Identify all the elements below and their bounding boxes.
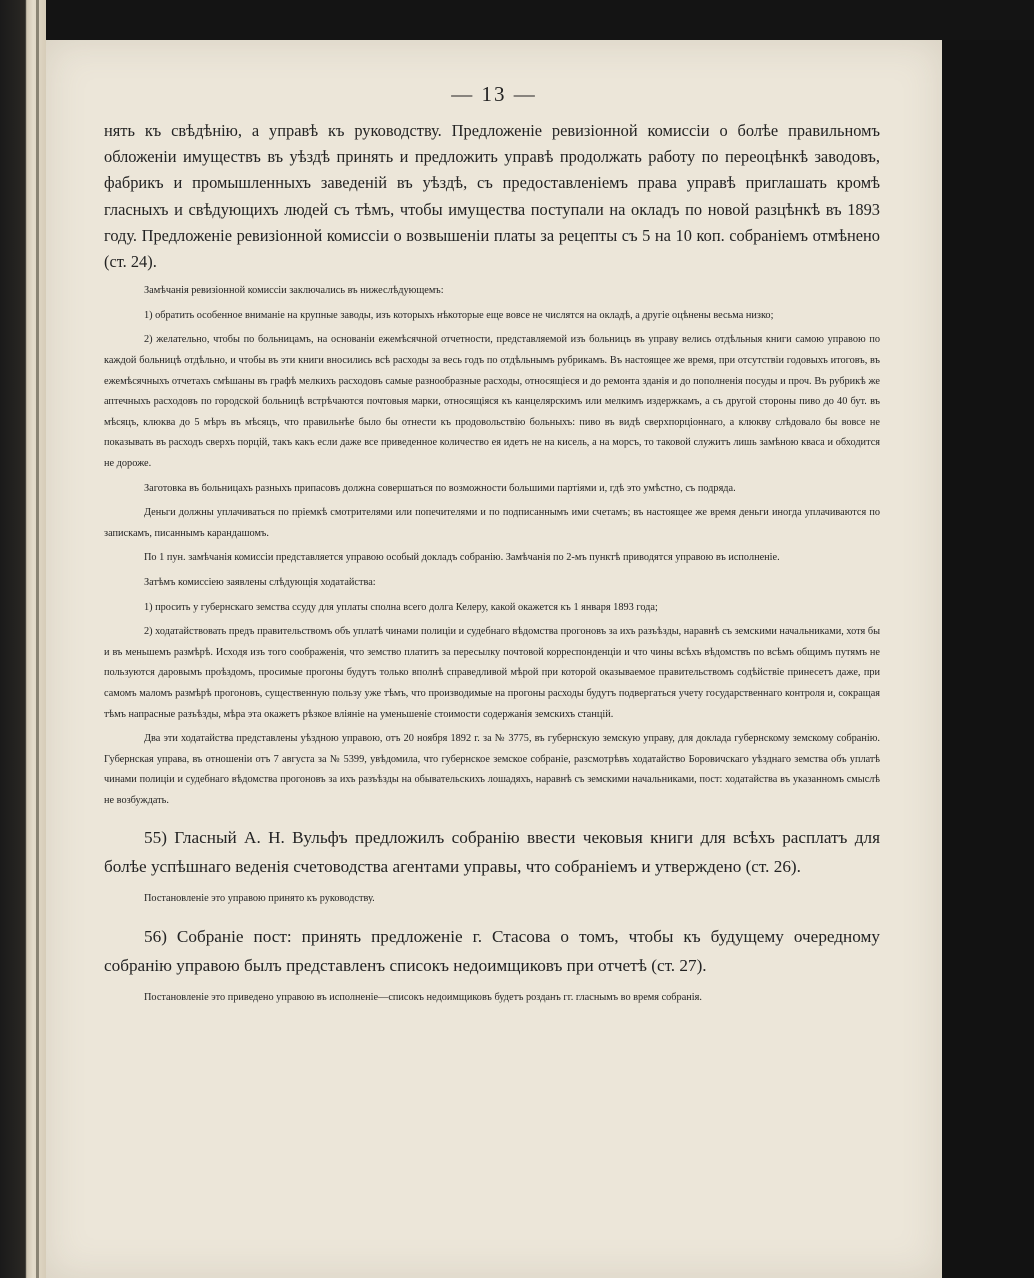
petitions-heading: Затѣмъ комиссіею заявлены слѣдующія ходатайства: xyxy=(144,576,376,588)
item-55-resolution: Постановленіе это управою принято къ руководству. xyxy=(144,893,375,905)
petition-2: 2) ходатайствовать предъ правительствомъ объ уплатѣ чинами полиціи и судебнаго вѣдомства прогоновъ за ихъ разъѣзды, наравнѣ съ земскими начальниками, хотя бы и въ меньшемъ размѣрѣ. Исходя изъ того соображенія, что земство платитъ за пересылку почтовой корреспонденціи и что чины всѣхъ вѣдомствъ по всѣмъ общимъ путямъ не пользуются даровымъ проѣздомъ, просимые прогоны будутъ только вполнѣ справедливой мѣрой при которой оказываемое правительствомъ содѣйствіе принесетъ даже, при самомъ маломъ размѣрѣ прогоновъ, существенную пользу уже тѣмъ, что производимые на прогоны расходы будутъ подвергаться учету государственнаго контроля и, сокращая тѣмъ напрасные разъѣзды, мѣра эта окажетъ рѣзкое вліяніе на уменьшеніе стоимости содержанія земскихъ станцій. xyxy=(104,626,880,720)
note-payments: Деньги должны уплачиваться по пріемкѣ смотрителями или попечителями и по подписаннымъ ими счетамъ; въ настоящее же время деньги иногда уплачиваются по запискамъ, писаннымъ карандашомъ. xyxy=(104,507,880,539)
previous-page-edge xyxy=(0,0,46,1278)
note-point-2: 2) желательно, чтобы по больницамъ, на основаніи ежемѣсячной отчетности, представляемой изъ больницъ въ управу велись отдѣльныя книги самою управою по каждой больницѣ отдѣльно, и чтобы въ эти книги вносились всѣ расходы за весь годъ по отдѣльнымъ рубрикамъ. Въ настоящее же время, при отсутствіи годовыхъ итоговъ, въ ежемѣсячныхъ отчетахъ смѣшаны въ графѣ мелкихъ расходовъ самые разнообразные расходы, относящіеся и до ремонта зданія и до пополненія посуды и проч. Въ рубрикѣ же аптечныхъ расходовъ по городской больницѣ встрѣчаются почтовыя марки, относящіяся къ канцелярскимъ или мелкимъ издержкамъ, а съ другой стороны пиво до 40 бут. въ мѣсяцъ, клюква до 5 мѣръ въ мѣсяцъ, что правильнѣе было бы отнести къ продовольствію больныхъ: пиво въ видѣ сверхпорціоннаго, а клюкву слѣдовало бы вовсе не показывать въ расходъ сверхъ порцій, такъ какъ если даже все приведенное количество ея идетъ не на кисель, а на морсъ, то таковой служитъ лишь замѣною кваса и обходится не дороже. xyxy=(104,334,880,469)
scan-background xyxy=(942,40,1034,1278)
binding-line xyxy=(36,0,39,1278)
document-page xyxy=(46,40,942,1278)
note-heading: Замѣчанія ревизіонной комиссіи заключались въ нижеслѣдующемъ: xyxy=(144,285,444,297)
page-number: — 13 — xyxy=(451,82,537,106)
note-supplies: Заготовка въ больницахъ разныхъ припасовъ должна совершаться по возможности большими партіями и, гдѣ это умѣстно, съ подряда. xyxy=(144,482,736,494)
note-point-1: 1) обратить особенное вниманіе на крупные заводы, изъ которыхъ нѣкоторые еще вовсе не числятся на окладѣ, а другіе оцѣнены весьма низко; xyxy=(144,309,774,321)
petition-1: 1) просить у губернскаго земства ссуду для уплаты сполна всего долга Келеру, какой окажется къ 1 января 1893 года; xyxy=(144,601,658,613)
petitions-outcome: Два эти ходатайства представлены уѣздною управою, отъ 20 ноября 1892 г. за № 3775, въ губернскую земскую управу, для доклада губернскому земскому собранію. Губернская управа, въ отношеніи отъ 7 августа за № 5399, увѣдомила, что губернское земское собраніе, разсмотрѣвъ ходатайство Боровичскаго уѣзднаго земства объ уплатѣ чинами полиціи и судебнаго вѣдомства прогоновъ за ихъ разъѣзды на обывательскихъ лошадяхъ, наравнѣ съ земскими начальниками, пост: ходатайства въ указанномъ смыслѣ не возбуждать. xyxy=(104,733,880,806)
note-execution: По 1 пун. замѣчанія комиссіи представляется управою особый докладъ собранію. Замѣчанія по 2-мъ пунктѣ приводятся управою въ исполненіе. xyxy=(144,552,780,564)
page-content xyxy=(104,118,880,1009)
item-55: 55) Гласный А. Н. Вульфъ предложилъ собранію ввести чековыя книги для всѣхъ расплатъ для болѣе успѣшнаго веденія счетоводства агентами управы, что собраніемъ и утверждено (ст. 26). xyxy=(104,828,880,877)
item-56-resolution: Постановленіе это приведено управою въ исполненіе—списокъ недоимщиковъ будетъ розданъ гг. гласнымъ во время собранія. xyxy=(144,992,702,1004)
intro-paragraph: нять къ свѣдѣнію, а управѣ къ руководству. Предложеніе ревизіонной комиссіи о болѣе правильномъ обложеніи имуществъ въ уѣздѣ принять и предложить управѣ продолжать работу по переоцѣнкѣ заводовъ, фабрикъ и промышленныхъ заведеній въ уѣздѣ, съ предоставленіемъ права управѣ приглашать кромѣ гласныхъ и свѣдующихъ людей съ тѣмъ, чтобы имущества поступали на окладъ по новой разцѣнкѣ въ 1893 году. Предложеніе ревизіонной комиссіи о возвышеніи платы за рецепты съ 5 на 10 коп. собраніемъ отмѣнено (ст. 24). xyxy=(104,121,880,272)
commission-notes xyxy=(104,281,880,811)
item-56: 56) Собраніе пост: принять предложеніе г. Стасова о томъ, чтобы къ будущему очередному собранію управою былъ представленъ списокъ недоимщиковъ при отчетѣ (ст. 27). xyxy=(104,927,880,976)
